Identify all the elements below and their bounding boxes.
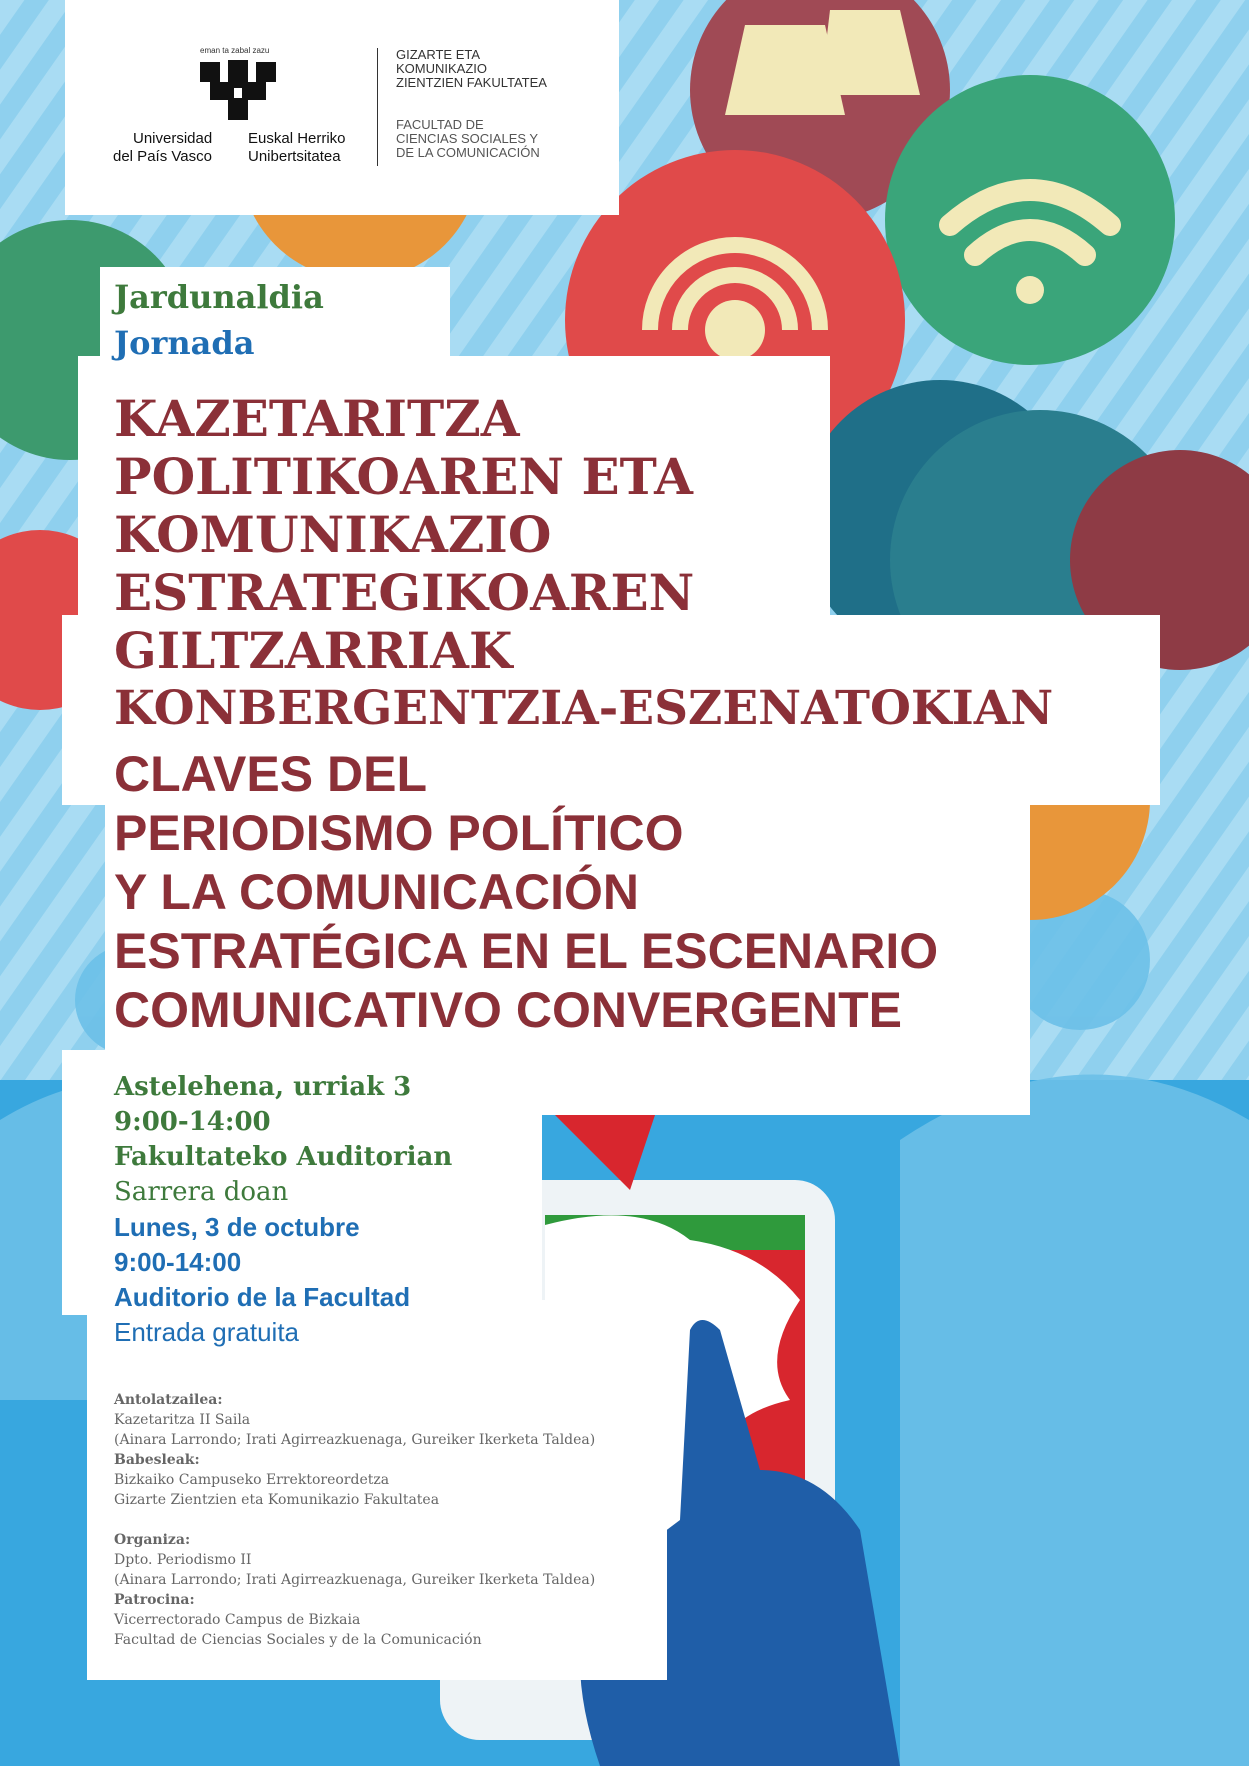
title-es-line: ESTRATÉGICA EN EL ESCENARIO [114, 923, 939, 979]
faculty-es-line1: FACULTAD DE [396, 117, 484, 132]
faculty-es-line2: CIENCIAS SOCIALES Y [396, 131, 539, 146]
detail-time-eu: 9:00-14:00 [114, 1107, 271, 1137]
university-eu-line1: Euskal Herriko [248, 130, 346, 147]
credits-sponsor-line1-eu: Bizkaiko Campuseko Errektoreordetza [114, 1472, 390, 1488]
title-es [114, 745, 938, 1040]
details-eu [114, 1070, 452, 1210]
credits-organizer-label-eu: Antolatzailea: [114, 1392, 223, 1408]
detail-date-eu: Astelehena, urriak 3 [114, 1072, 412, 1102]
detail-date-es: Lunes, 3 de octubre [114, 1212, 360, 1242]
header-panel [65, 0, 619, 215]
university-es-line2: del País Vasco [113, 148, 212, 165]
detail-entry-es: Entrada gratuita [114, 1317, 300, 1347]
detail-place-es: Auditorio de la Facultad [114, 1282, 411, 1312]
credits-organizer-label-es: Organiza: [114, 1532, 191, 1548]
title-es-line: COMUNICATIVO CONVERGENTE [114, 982, 902, 1038]
title-eu-line: ESTRATEGIKOAREN [114, 563, 695, 622]
title-es-line: Y LA COMUNICACIÓN [114, 864, 639, 920]
credits-sponsor-line2-es: Facultad de Ciencias Sociales y de la Comunicación [114, 1632, 482, 1648]
credits-sponsor-label-es: Patrocina: [114, 1592, 195, 1608]
detail-entry-eu: Sarrera doan [114, 1177, 289, 1207]
faculty-eu-line1: GIZARTE ETA [396, 47, 481, 62]
faculty-es-line3: DE LA COMUNICACIÓN [396, 145, 540, 160]
detail-time-es: 9:00-14:00 [114, 1247, 242, 1277]
credits-organizer-line2-eu: (Ainara Larrondo; Irati Agirreazkuenaga, Gureiker Ikerketa Taldea) [114, 1432, 596, 1448]
title-es-line: PERIODISMO POLÍTICO [114, 805, 684, 861]
title-eu-line: GILTZARRIAK [114, 621, 513, 680]
title-eu-line: KAZETARITZA [114, 389, 520, 448]
credits-organizer-line1-es: Dpto. Periodismo II [114, 1552, 252, 1568]
credits-sponsor-label-eu: Babesleak: [114, 1452, 200, 1468]
faculty-eu-line3: ZIENTZIEN FAKULTATEA [396, 75, 547, 90]
title-eu [114, 390, 1053, 738]
credits-organizer-line1-eu: Kazetaritza II Saila [114, 1412, 251, 1428]
faculty-eu-line2: KOMUNIKAZIO [396, 61, 488, 76]
event-type-eu: Jardunaldia [114, 278, 324, 316]
header-divider [377, 48, 378, 166]
university-es-line1: Universidad [133, 130, 213, 147]
title-eu-line: KOMUNIKAZIO [114, 505, 552, 564]
title-eu-line: KONBERGENTZIA-ESZENATOKIAN [114, 681, 1054, 736]
university-eu-line2: Unibertsitatea [248, 148, 341, 165]
credits-eu [114, 1390, 595, 1510]
event-type-es: Jornada [114, 324, 255, 362]
credits-es [114, 1530, 595, 1650]
credits-organizer-line2-es: (Ainara Larrondo; Irati Agirreazkuenaga, Gureiker Ikerketa Taldea) [114, 1572, 596, 1588]
university-motto: eman ta zabal zazu [200, 46, 270, 55]
title-es-line: CLAVES DEL [114, 746, 427, 802]
title-eu-line: POLITIKOAREN ETA [114, 447, 693, 506]
details-es [114, 1210, 410, 1350]
credits-sponsor-line2-eu: Gizarte Zientzien eta Komunikazio Fakultatea [114, 1492, 440, 1508]
university-logo-icon [198, 60, 278, 122]
credits-sponsor-line1-es: Vicerrectorado Campus de Bizkaia [114, 1612, 361, 1628]
detail-place-eu: Fakultateko Auditorian [114, 1142, 453, 1172]
